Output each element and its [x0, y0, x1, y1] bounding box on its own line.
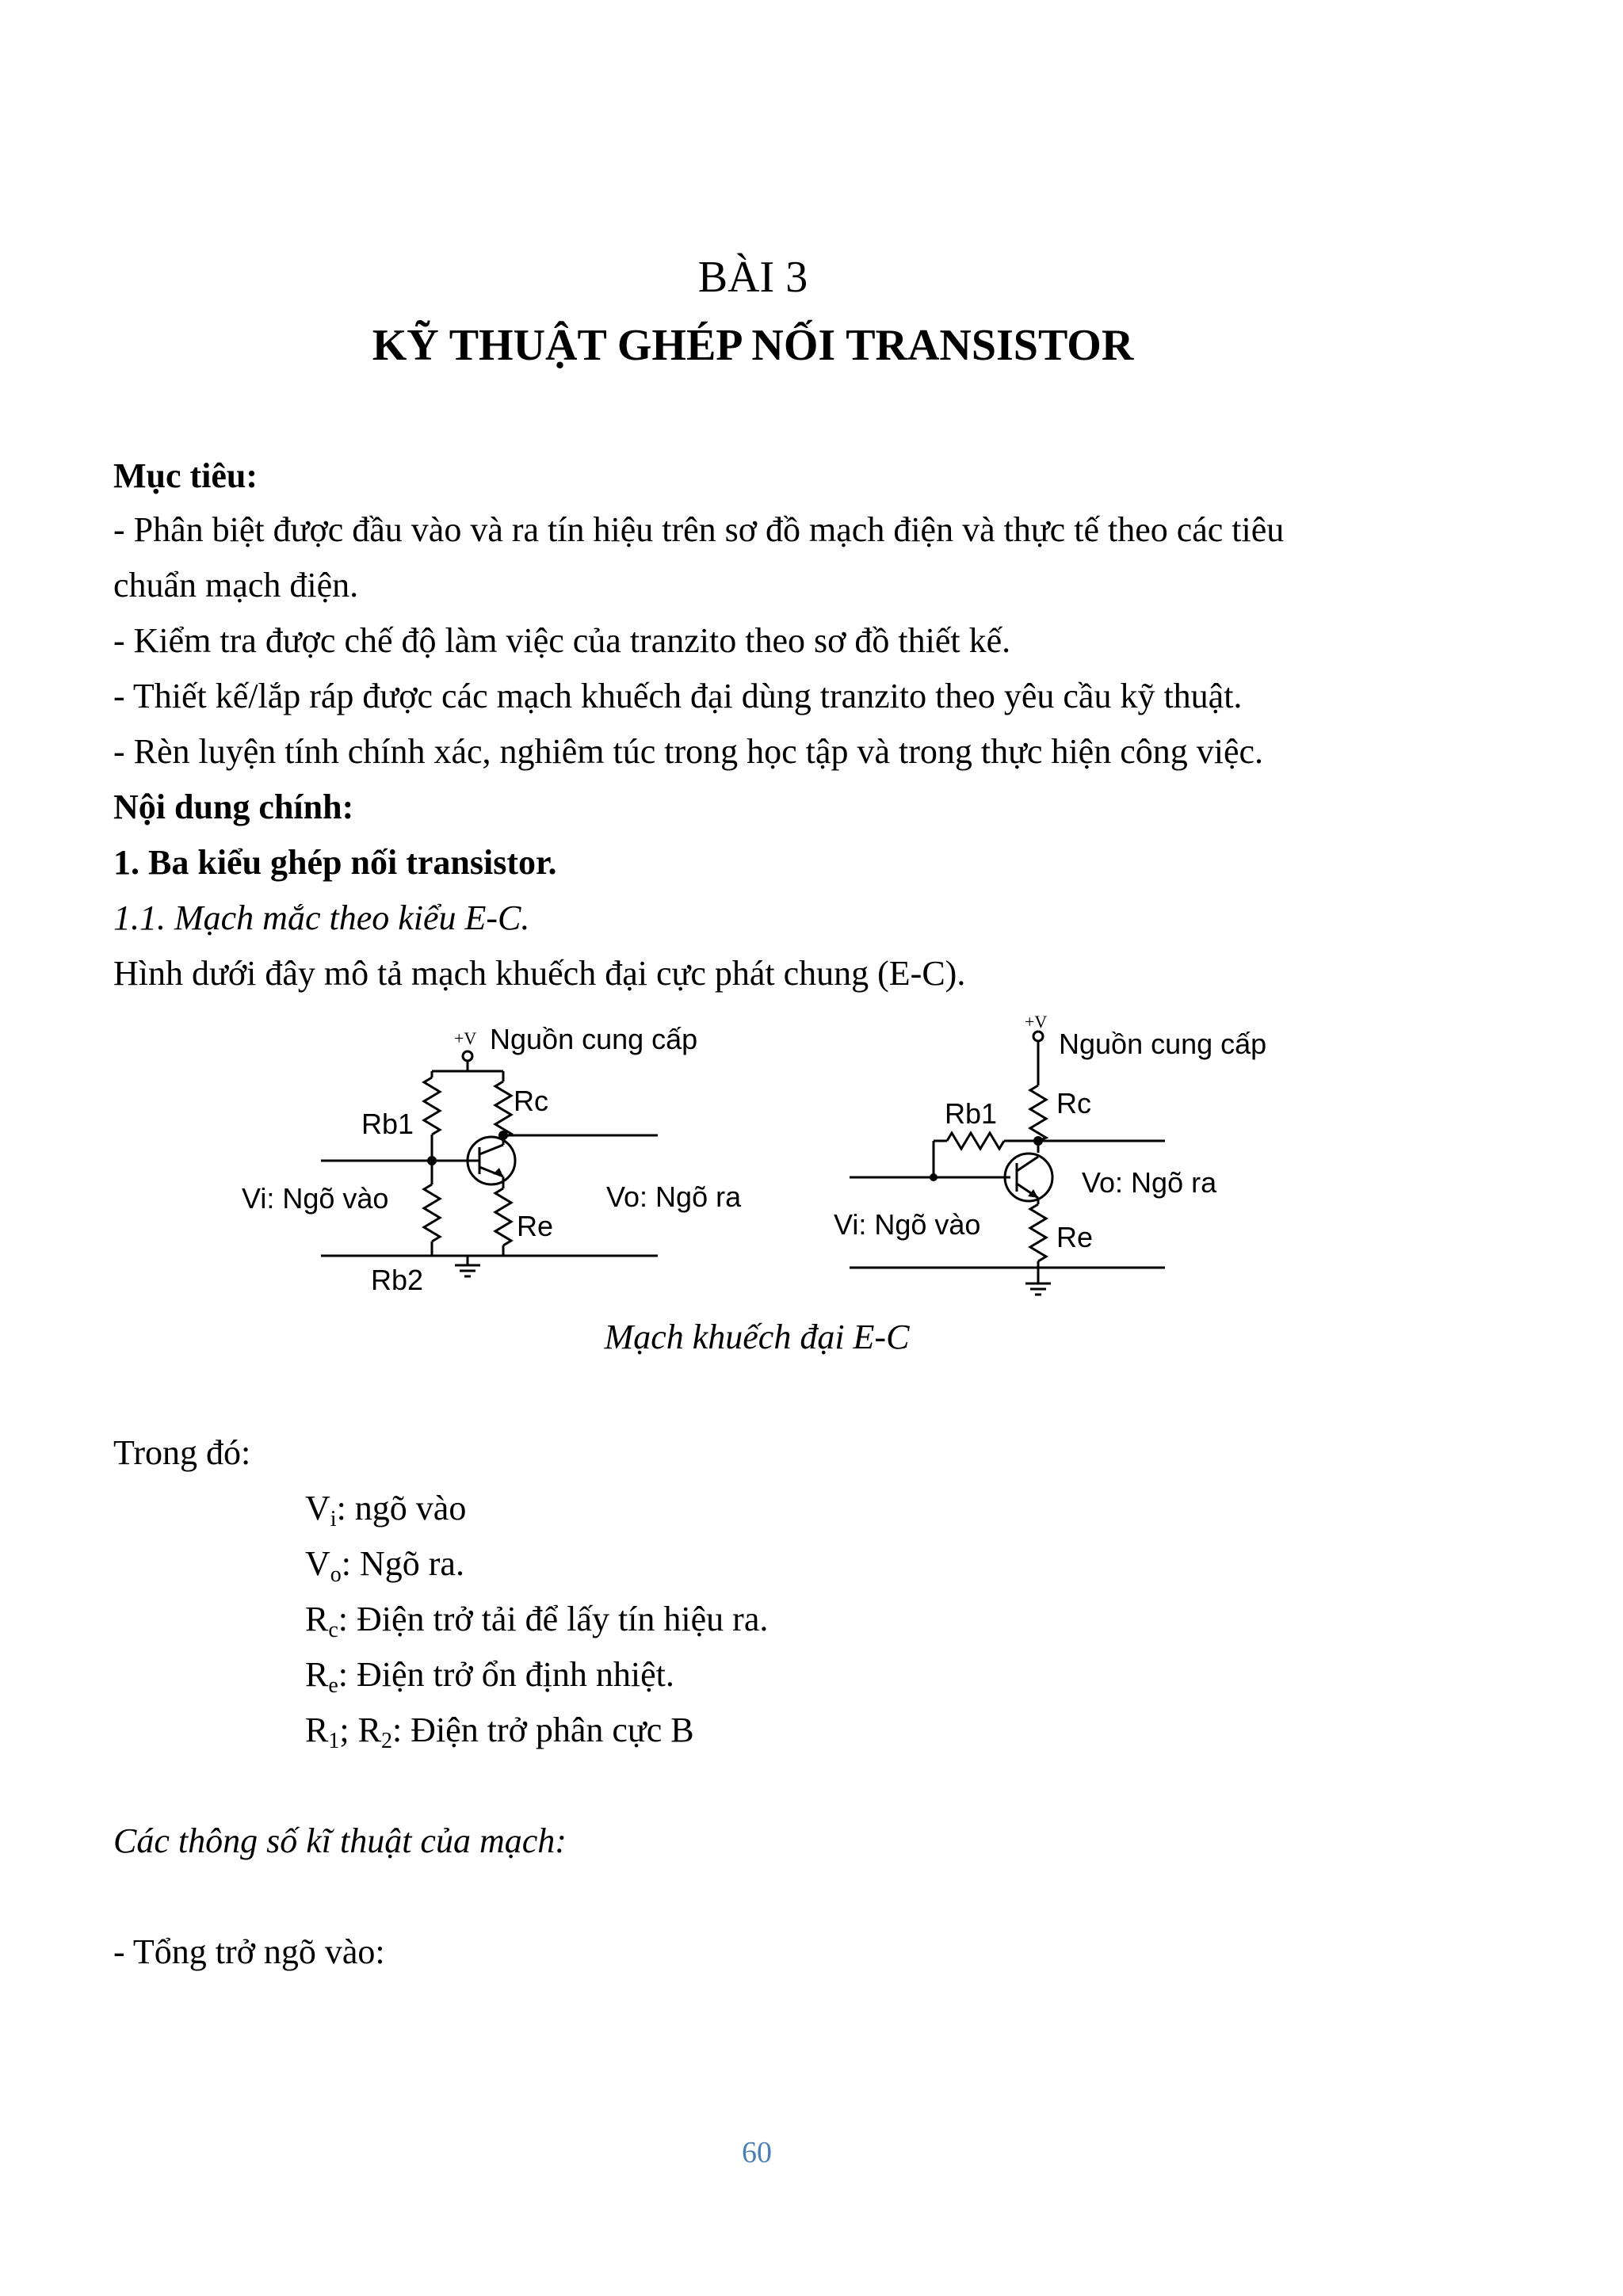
legend-item-r1-r2: $R_1$; $R_2$: Điện trở phân cực B [305, 1711, 694, 1753]
left-vplus-label: +V [454, 1028, 477, 1048]
left-vi-label: Vi: Ngõ vào [242, 1182, 389, 1215]
left-rb1-label: Rb1 [361, 1108, 414, 1140]
objective-1-cont: chuẩn mạch điện. [113, 566, 359, 605]
subsection-1-1-heading: 1.1. Mạch mắc theo kiểu E-C. [113, 898, 530, 937]
input-impedance-line: - Tổng trở ngõ vào: [113, 1932, 385, 1971]
right-rb1-resistor [947, 1133, 1004, 1149]
legend-item-vi: $V_i$: ngõ vào [305, 1489, 467, 1531]
objectives-heading: Mục tiêu: [113, 456, 258, 495]
specs-heading: Các thông số kĩ thuật của mạch: [113, 1821, 567, 1860]
right-vi-label: Vi: Ngõ vào [834, 1208, 981, 1241]
page-number: 60 [742, 2136, 772, 2169]
left-re-resistor [495, 1188, 511, 1245]
right-vo-label: Vo: Ngõ ra [1082, 1166, 1217, 1199]
right-vplus-label: +V [1025, 1012, 1048, 1032]
left-rc-label: Rc [514, 1085, 548, 1117]
left-rc-resistor [495, 1081, 511, 1138]
lesson-title: KỸ THUẬT GHÉP NỐI TRANSISTOR [372, 321, 1134, 370]
left-rb1-resistor [424, 1077, 440, 1135]
objective-4: - Rèn luyện tính chính xác, nghiêm túc trong học tập và trong thực hiện công việc. [113, 732, 1264, 771]
legend-intro: Trong đó: [113, 1433, 251, 1472]
left-supply-terminal [463, 1051, 472, 1061]
right-transistor [1005, 1154, 1052, 1201]
right-rc-resistor [1030, 1085, 1046, 1141]
right-re-resistor [1030, 1204, 1046, 1261]
legend-item-re: $R_e$: Điện trở ổn định nhiệt. [305, 1655, 674, 1698]
left-rb2-label: Rb2 [371, 1264, 424, 1296]
left-vo-label: Vo: Ngõ ra [606, 1180, 742, 1213]
legend-item-vo: $V_o$: Ngõ ra. [305, 1544, 464, 1587]
left-re-label: Re [517, 1210, 554, 1242]
right-supply-label: Nguồn cung cấp [1059, 1028, 1267, 1060]
objective-2: - Kiểm tra được chế độ làm việc của tranzito theo sơ đồ thiết kế. [113, 621, 1011, 660]
right-rc-label: Rc [1056, 1087, 1091, 1119]
left-rb2-resistor [424, 1184, 440, 1241]
right-rb1-label: Rb1 [945, 1097, 998, 1130]
section-1-heading: 1. Ba kiểu ghép nối transistor. [113, 843, 557, 882]
lesson-number: BÀI 3 [697, 253, 808, 302]
right-supply-terminal [1033, 1032, 1043, 1041]
right-re-label: Re [1056, 1221, 1094, 1253]
legend-item-rc: $R_c$: Điện trở tải để lấy tín hiệu ra. [305, 1600, 769, 1642]
figure-intro: Hình dưới đây mô tả mạch khuếch đại cực phát chung (E-C). [113, 954, 966, 993]
figure-caption: Mạch khuếch đại E-C [604, 1318, 910, 1356]
content-heading: Nội dung chính: [113, 788, 354, 826]
ec-amplifier-diagram [0, 1006, 1623, 1307]
objective-3: - Thiết kế/lắp ráp được các mạch khuếch đại dùng tranzito theo yêu cầu kỹ thuật. [113, 677, 1243, 715]
left-supply-label: Nguồn cung cấp [490, 1023, 698, 1055]
objective-1: - Phân biệt được đầu vào và ra tín hiệu trên sơ đồ mạch điện và thực tế theo các tiêu [113, 510, 1285, 549]
